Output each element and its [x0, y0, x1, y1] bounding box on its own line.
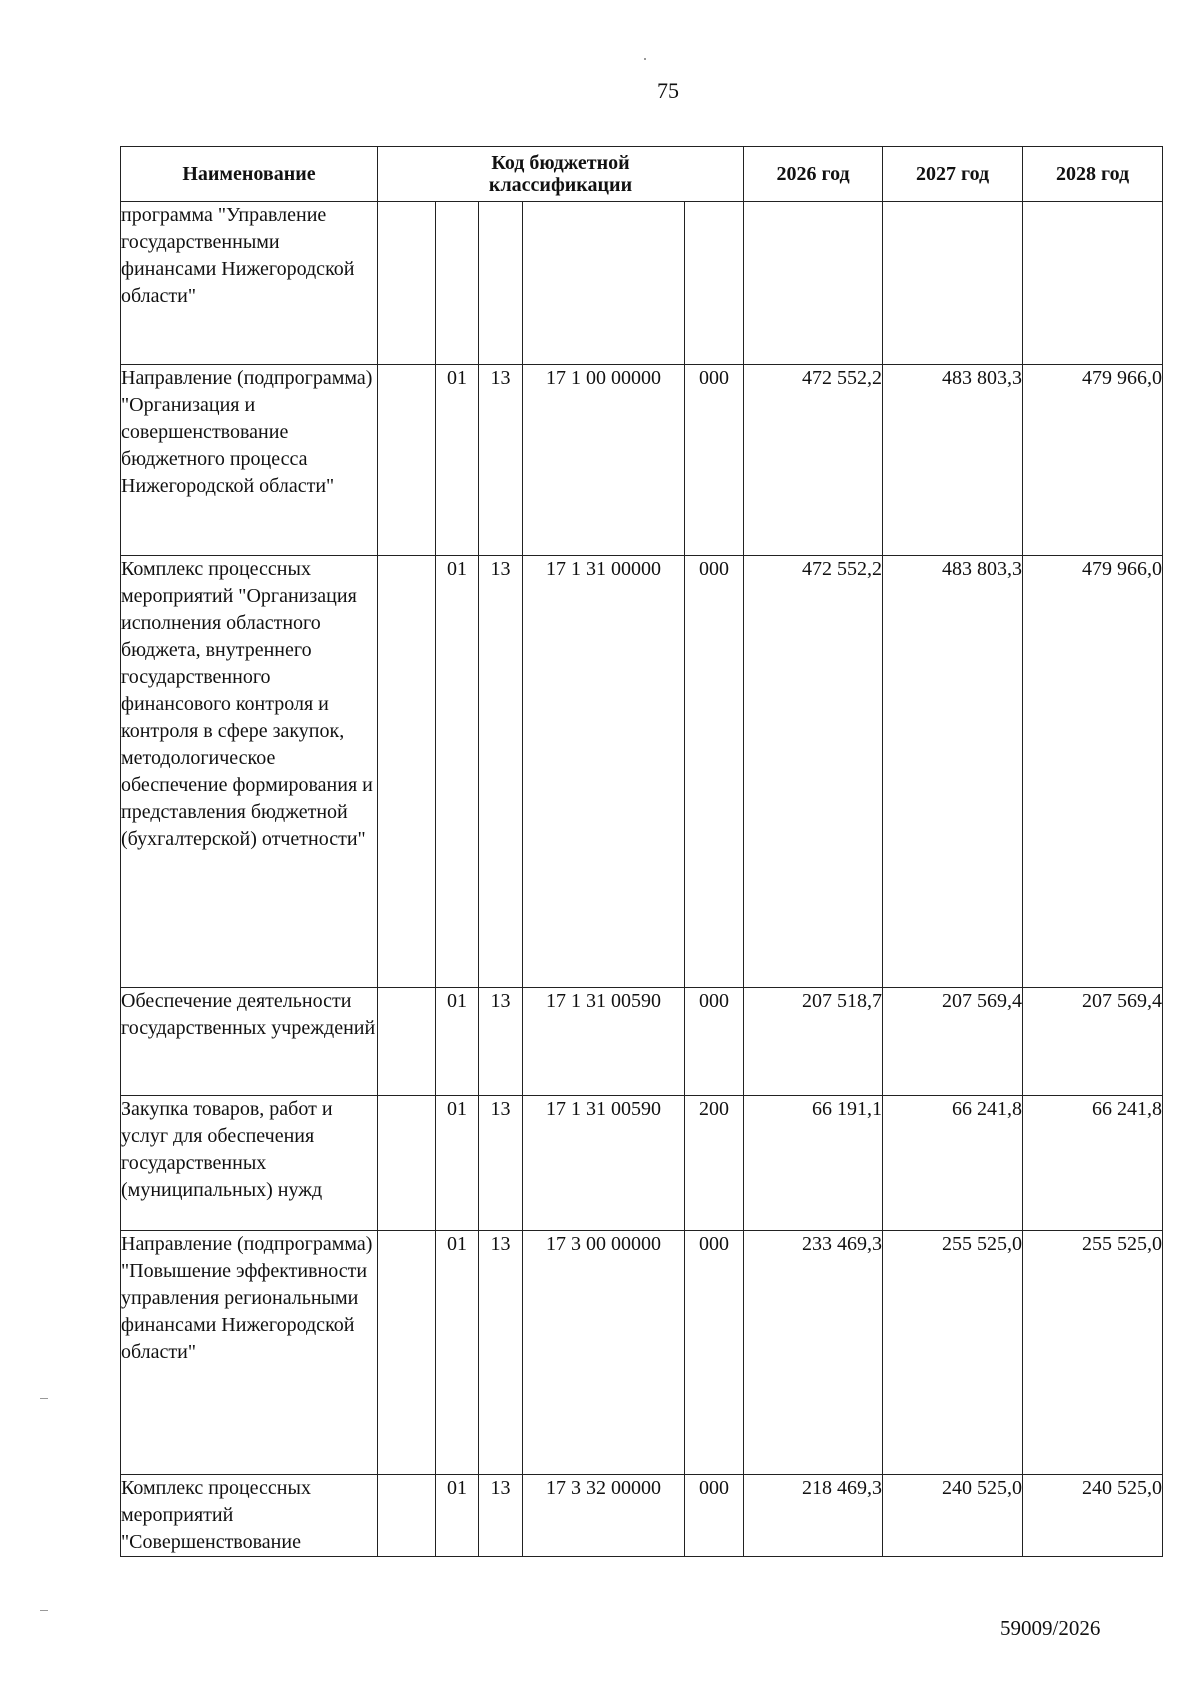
document-registration-number: 59009/2026 [1000, 1616, 1101, 1640]
table-row [121, 1475, 1163, 1557]
row-value-2026: 472 552,2 [744, 365, 883, 556]
row-code-expense-type: 000 [685, 1475, 744, 1557]
row-code-1 [378, 1231, 436, 1475]
scan-dot [40, 1398, 48, 1399]
row-value-2027: 207 569,4 [883, 988, 1023, 1096]
row-name: программа "Управление государственными финансами Нижегородской области" [121, 202, 378, 365]
table-row [121, 556, 1163, 988]
row-code-section: 01 [436, 1475, 479, 1557]
row-value-2027: 66 241,8 [883, 1096, 1023, 1231]
row-value-2028: 479 966,0 [1023, 556, 1163, 988]
header-name: Наименование [121, 147, 378, 202]
row-value-2028: 66 241,8 [1023, 1096, 1163, 1231]
row-code-subsection: 13 [479, 1096, 523, 1231]
row-name: Комплекс процессных мероприятий "Совершенствование [121, 1475, 378, 1557]
table-row [121, 202, 1163, 365]
table-row [121, 988, 1163, 1096]
row-value-2028: 255 525,0 [1023, 1231, 1163, 1475]
row-name: Обеспечение деятельности государственных учреждений [121, 988, 378, 1096]
row-value-2027: 255 525,0 [883, 1231, 1023, 1475]
header-code: Код бюджетной классификации [378, 147, 744, 202]
row-value-2026: 218 469,3 [744, 1475, 883, 1557]
row-value-2028: 207 569,4 [1023, 988, 1163, 1096]
scan-dot [40, 1610, 48, 1611]
row-code-expense-type: 200 [685, 1096, 744, 1231]
budget-table [120, 146, 1163, 1557]
row-name: Направление (подпрограмма) "Организация и совершенствование бюджетного процесса Нижегородской области" [121, 365, 378, 556]
row-code-expense-type: 000 [685, 988, 744, 1096]
row-value-2026: 233 469,3 [744, 1231, 883, 1475]
row-code-1 [378, 202, 436, 365]
row-value-2027 [883, 202, 1023, 365]
row-value-2026: 472 552,2 [744, 556, 883, 988]
row-code-1 [378, 988, 436, 1096]
row-code-section [436, 202, 479, 365]
row-value-2027: 240 525,0 [883, 1475, 1023, 1557]
header-2027: 2027 год [883, 147, 1023, 202]
row-code-subsection: 13 [479, 988, 523, 1096]
row-code-target: 17 3 00 00000 [523, 1231, 685, 1475]
row-code-expense-type: 000 [685, 556, 744, 988]
table-header-row [121, 147, 1163, 202]
row-code-target: 17 3 32 00000 [523, 1475, 685, 1557]
row-code-subsection: 13 [479, 1231, 523, 1475]
row-value-2028: 240 525,0 [1023, 1475, 1163, 1557]
row-code-target: 17 1 31 00590 [523, 988, 685, 1096]
scan-dot [644, 58, 646, 60]
row-code-target: 17 1 00 00000 [523, 365, 685, 556]
table-row [121, 365, 1163, 556]
header-2026: 2026 год [744, 147, 883, 202]
row-code-section: 01 [436, 1231, 479, 1475]
row-code-section: 01 [436, 1096, 479, 1231]
row-code-section: 01 [436, 365, 479, 556]
row-code-section: 01 [436, 556, 479, 988]
row-value-2026: 66 191,1 [744, 1096, 883, 1231]
row-code-section: 01 [436, 988, 479, 1096]
row-code-subsection: 13 [479, 365, 523, 556]
row-value-2028: 479 966,0 [1023, 365, 1163, 556]
row-code-subsection: 13 [479, 1475, 523, 1557]
row-name: Направление (подпрограмма) "Повышение эффективности управления региональными финансами Нижегородской области" [121, 1231, 378, 1475]
page-number: 75 [657, 78, 679, 103]
row-value-2027: 483 803,3 [883, 365, 1023, 556]
table-row [121, 1231, 1163, 1475]
row-code-1 [378, 1475, 436, 1557]
row-code-expense-type [685, 202, 744, 365]
row-code-target [523, 202, 685, 365]
row-code-target: 17 1 31 00000 [523, 556, 685, 988]
row-code-1 [378, 556, 436, 988]
row-code-subsection [479, 202, 523, 365]
header-2028: 2028 год [1023, 147, 1163, 202]
row-code-1 [378, 1096, 436, 1231]
row-value-2026: 207 518,7 [744, 988, 883, 1096]
row-code-expense-type: 000 [685, 1231, 744, 1475]
row-value-2027: 483 803,3 [883, 556, 1023, 988]
row-name: Комплекс процессных мероприятий "Организация исполнения областного бюджета, внутреннего государственного финансового контроля и контроля в сфере закупок, методологическое обеспечение формирования и представления бюджетной (бухгалтерской) отчетности" [121, 556, 378, 988]
row-name: Закупка товаров, работ и услуг для обеспечения государственных (муниципальных) нужд [121, 1096, 378, 1231]
row-code-subsection: 13 [479, 556, 523, 988]
row-code-expense-type: 000 [685, 365, 744, 556]
row-code-1 [378, 365, 436, 556]
row-code-target: 17 1 31 00590 [523, 1096, 685, 1231]
row-value-2026 [744, 202, 883, 365]
table-row [121, 1096, 1163, 1231]
row-value-2028 [1023, 202, 1163, 365]
